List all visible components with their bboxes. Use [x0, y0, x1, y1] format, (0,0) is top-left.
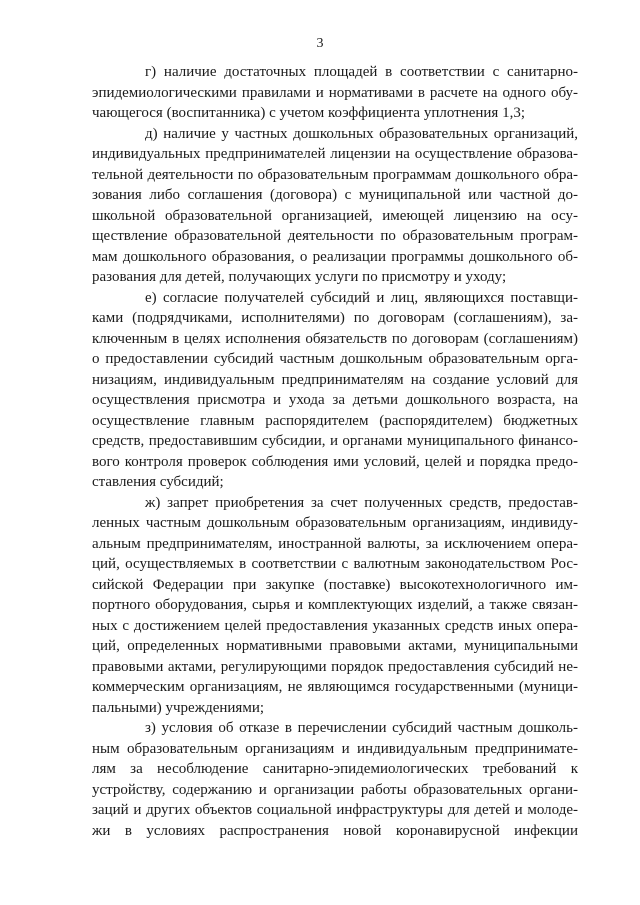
text-line: ставления субсидий; — [92, 474, 224, 490]
text-line: з) условия об отказе в перечислении субсидий частным дошколь- — [145, 720, 578, 736]
text-line: сийской Федерации при закупке (поставке) высокотехнологичного им- — [92, 576, 578, 593]
text-line: осуществления присмотра и ухода за детьми дошкольного возраста, на — [92, 392, 578, 408]
page-number: 3 — [316, 36, 324, 51]
text-line: ным образовательным организациям и индивидуальным предпринимате- — [92, 740, 578, 757]
paragraph-e — [92, 288, 578, 493]
text-line: разования для детей, получающих услуги по присмотру и уходу; — [92, 269, 507, 285]
text-line: лям за несоблюдение санитарно-эпидемиологических требований к — [92, 761, 578, 777]
text-line: ций, определенных нормативными правовыми актами, муниципальными — [92, 638, 578, 654]
text-line: зования либо соглашения (договора) с муниципальной или частной до- — [92, 187, 578, 203]
text-line: д) наличие у частных дошкольных образовательных организаций, — [145, 125, 578, 142]
text-line: эпидемиологическими правилами и нормативами в расчете на одного обу- — [92, 84, 578, 101]
text-line: жи в условиях распространения новой коронавирусной инфекции — [92, 822, 578, 839]
text-line: средств, предоставившим субсидии, и органами муниципального финансо- — [92, 433, 578, 449]
text-line: портного оборудования, сырья и комплектующих изделий, а также связан- — [92, 597, 578, 613]
text-line: осуществление главным распорядителем (распорядителем) бюджетных — [92, 412, 578, 429]
text-line: ключенным в целях исполнения обязательств по договорам (соглашениям) — [92, 330, 578, 347]
paragraph-zh — [92, 493, 578, 719]
text-line: е) согласие получателей субсидий и лиц, являющихся поставщи- — [145, 289, 578, 306]
text-line: альным предпринимателям, иностранной валюты, за исключением опера- — [92, 535, 578, 552]
text-line: коммерческим организациям, не являющимся государственными (муници- — [92, 679, 578, 695]
text-line: г) наличие достаточных площадей в соответствии с санитарно- — [145, 64, 578, 80]
text-line: ленных частным дошкольным образовательным организациям, индивиду- — [92, 515, 578, 531]
text-line: о предоставлении субсидий частным дошкольным образовательным орга- — [92, 351, 578, 367]
paragraph-g — [92, 62, 578, 124]
paragraph-d — [92, 124, 578, 288]
text-line: заций и других объектов социальной инфраструктуры для детей и молоде- — [92, 802, 578, 818]
text-line: тельной деятельности по образовательным программам дошкольного обра- — [92, 166, 578, 183]
text-line: вого контроля проверок соблюдения ими условий, целей и порядка предо- — [92, 453, 578, 470]
text-line: правовыми актами, регулирующими порядок предоставления субсидий не- — [92, 658, 578, 675]
paragraph-z — [92, 718, 578, 841]
text-line: пальными) учреждениями; — [92, 699, 265, 716]
text-line: школьной образовательной организацией, имеющей лицензию на осу- — [92, 207, 578, 224]
text-line: низациям, индивидуальным предпринимателям на создание условий для — [92, 371, 578, 388]
text-line: ных с достижением целей предоставления указанных средств иных опера- — [92, 617, 578, 634]
text-line: мам дошкольного образования, о реализации программы дошкольного об- — [92, 248, 578, 265]
text-line: ж) запрет приобретения за счет полученных средств, предостав- — [145, 494, 578, 511]
text-line: ций, осуществляемых в соответствии с валютным законодательством Рос- — [92, 556, 578, 572]
text-line: ками (подрядчиками, исполнителями) по договорам (соглашениям), за- — [92, 310, 578, 326]
text-line: чающегося (воспитанника) с учетом коэффициента уплотнения 1,3; — [92, 105, 526, 121]
text-line: устройству, содержанию и организации работы образовательных органи- — [92, 781, 578, 798]
text-line: индивидуальных предпринимателей лицензии на осуществление образова- — [92, 146, 578, 162]
text-line: ществление образовательной деятельности по образовательным програм- — [92, 228, 578, 244]
document-body — [92, 62, 578, 841]
